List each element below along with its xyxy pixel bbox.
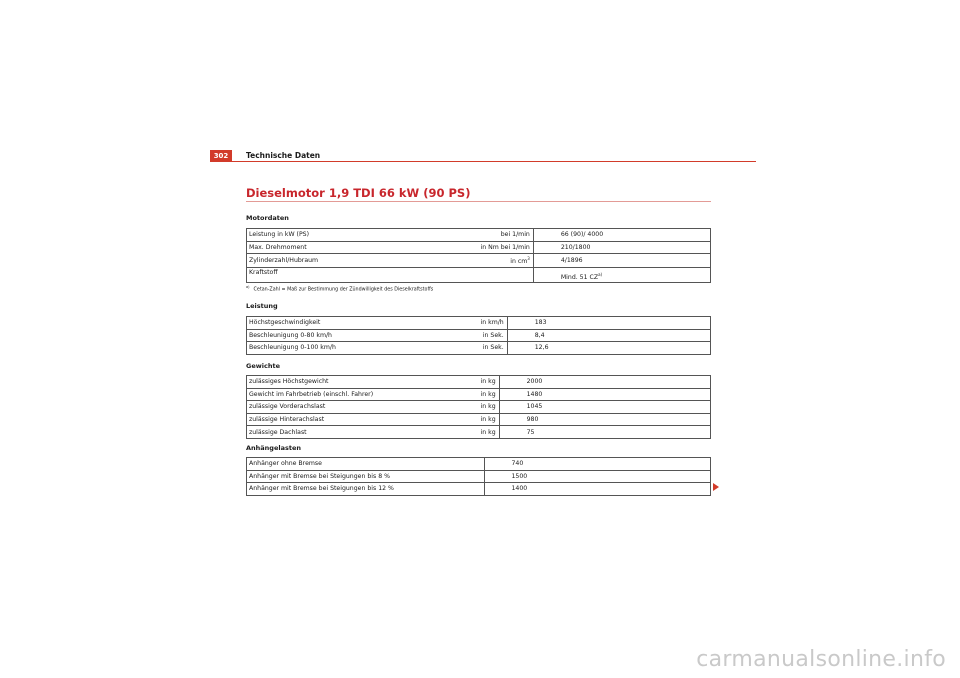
unit-text: in cm <box>510 258 528 266</box>
row-label: zulässiges Höchstgewicht <box>247 376 479 389</box>
row-value: 210/1800 <box>533 241 710 254</box>
row-label: Beschleunigung 0-80 km/h <box>247 329 479 342</box>
section-heading-gewichte: Gewichte <box>246 362 280 370</box>
table-row <box>247 317 711 330</box>
row-value: 980 <box>499 413 710 426</box>
row-label: zulässige Hinterachslast <box>247 413 479 426</box>
table-row <box>247 401 711 414</box>
page-header <box>210 150 756 162</box>
table-row <box>247 458 711 471</box>
row-value: 1500 <box>484 470 711 483</box>
table-row <box>247 376 711 389</box>
row-label: Gewicht im Fahrbetrieb (einschl. Fahrer) <box>247 388 479 401</box>
header-rule <box>210 161 756 162</box>
row-unit <box>479 254 534 268</box>
table-row <box>247 241 711 254</box>
table-row <box>247 388 711 401</box>
row-label: Anhänger mit Bremse bei Steigungen bis 8 % <box>247 470 479 483</box>
watermark: carmanualsonline.info <box>696 647 946 672</box>
table-row <box>247 342 711 355</box>
row-label: Anhänger ohne Bremse <box>247 458 479 471</box>
row-value: 12,6 <box>507 342 710 355</box>
table-row <box>247 254 711 268</box>
row-value: 1480 <box>499 388 710 401</box>
row-value: 8,4 <box>507 329 710 342</box>
row-label: Leistung in kW (PS) <box>247 229 479 242</box>
table-row <box>247 329 711 342</box>
row-label: Zylinderzahl/Hubraum <box>247 254 479 268</box>
row-unit: in kg <box>479 426 500 439</box>
row-value: 2000 <box>499 376 710 389</box>
row-unit: in kg <box>479 376 500 389</box>
page-number: 302 <box>210 150 232 162</box>
table-motordaten <box>246 228 711 283</box>
row-unit <box>479 268 534 283</box>
running-head: Technische Daten <box>246 151 321 160</box>
row-label: Beschleunigung 0-100 km/h <box>247 342 479 355</box>
row-value: 183 <box>507 317 710 330</box>
table-row <box>247 483 711 496</box>
footnote-ref: a) <box>598 272 603 278</box>
section-heading-anhaengelasten: Anhängelasten <box>246 444 301 452</box>
row-unit: in kg <box>479 413 500 426</box>
row-label: Anhänger mit Bremse bei Steigungen bis 12 % <box>247 483 479 496</box>
table-row <box>247 229 711 242</box>
footnote-marker: a) <box>246 285 250 289</box>
table-row <box>247 470 711 483</box>
table-row <box>247 413 711 426</box>
table-row <box>247 268 711 283</box>
table-row <box>247 426 711 439</box>
row-value: 75 <box>499 426 710 439</box>
row-label: zulässige Vorderachslast <box>247 401 479 414</box>
section-heading-motordaten: Motordaten <box>246 214 289 222</box>
row-unit: in Sek. <box>479 329 508 342</box>
footnote-text: Cetan-Zahl = Maß zur Bestimmung der Zündwilligkeit des Dieselkraftstoffs <box>253 287 434 293</box>
value-text: Mind. 51 CZ <box>560 274 599 282</box>
row-unit: in kg <box>479 388 500 401</box>
table-anhaengelasten <box>246 457 711 496</box>
row-value: 740 <box>484 458 711 471</box>
row-unit: in Nm bei 1/min <box>479 241 534 254</box>
row-value: 66 (90)/ 4000 <box>533 229 710 242</box>
row-value: 1400 <box>484 483 711 496</box>
title-rule <box>246 201 711 202</box>
row-value: 4/1896 <box>533 254 710 268</box>
row-label: Höchstgeschwindigkeit <box>247 317 479 330</box>
row-unit: in km/h <box>479 317 508 330</box>
row-unit: bei 1/min <box>479 229 534 242</box>
unit-superscript: 3 <box>527 256 530 262</box>
row-label: zulässige Dachlast <box>247 426 479 439</box>
row-unit: in Sek. <box>479 342 508 355</box>
footnote <box>246 285 433 293</box>
row-unit: in kg <box>479 401 500 414</box>
row-value: 1045 <box>499 401 710 414</box>
page-title: Dieselmotor 1,9 TDI 66 kW (90 PS) <box>246 186 471 200</box>
row-label: Max. Drehmoment <box>247 241 479 254</box>
row-value <box>533 268 710 283</box>
next-page-arrow-icon[interactable] <box>713 483 719 491</box>
section-heading-leistung: Leistung <box>246 302 278 310</box>
table-gewichte <box>246 375 711 439</box>
row-label: Kraftstoff <box>247 268 479 283</box>
table-leistung <box>246 316 711 355</box>
